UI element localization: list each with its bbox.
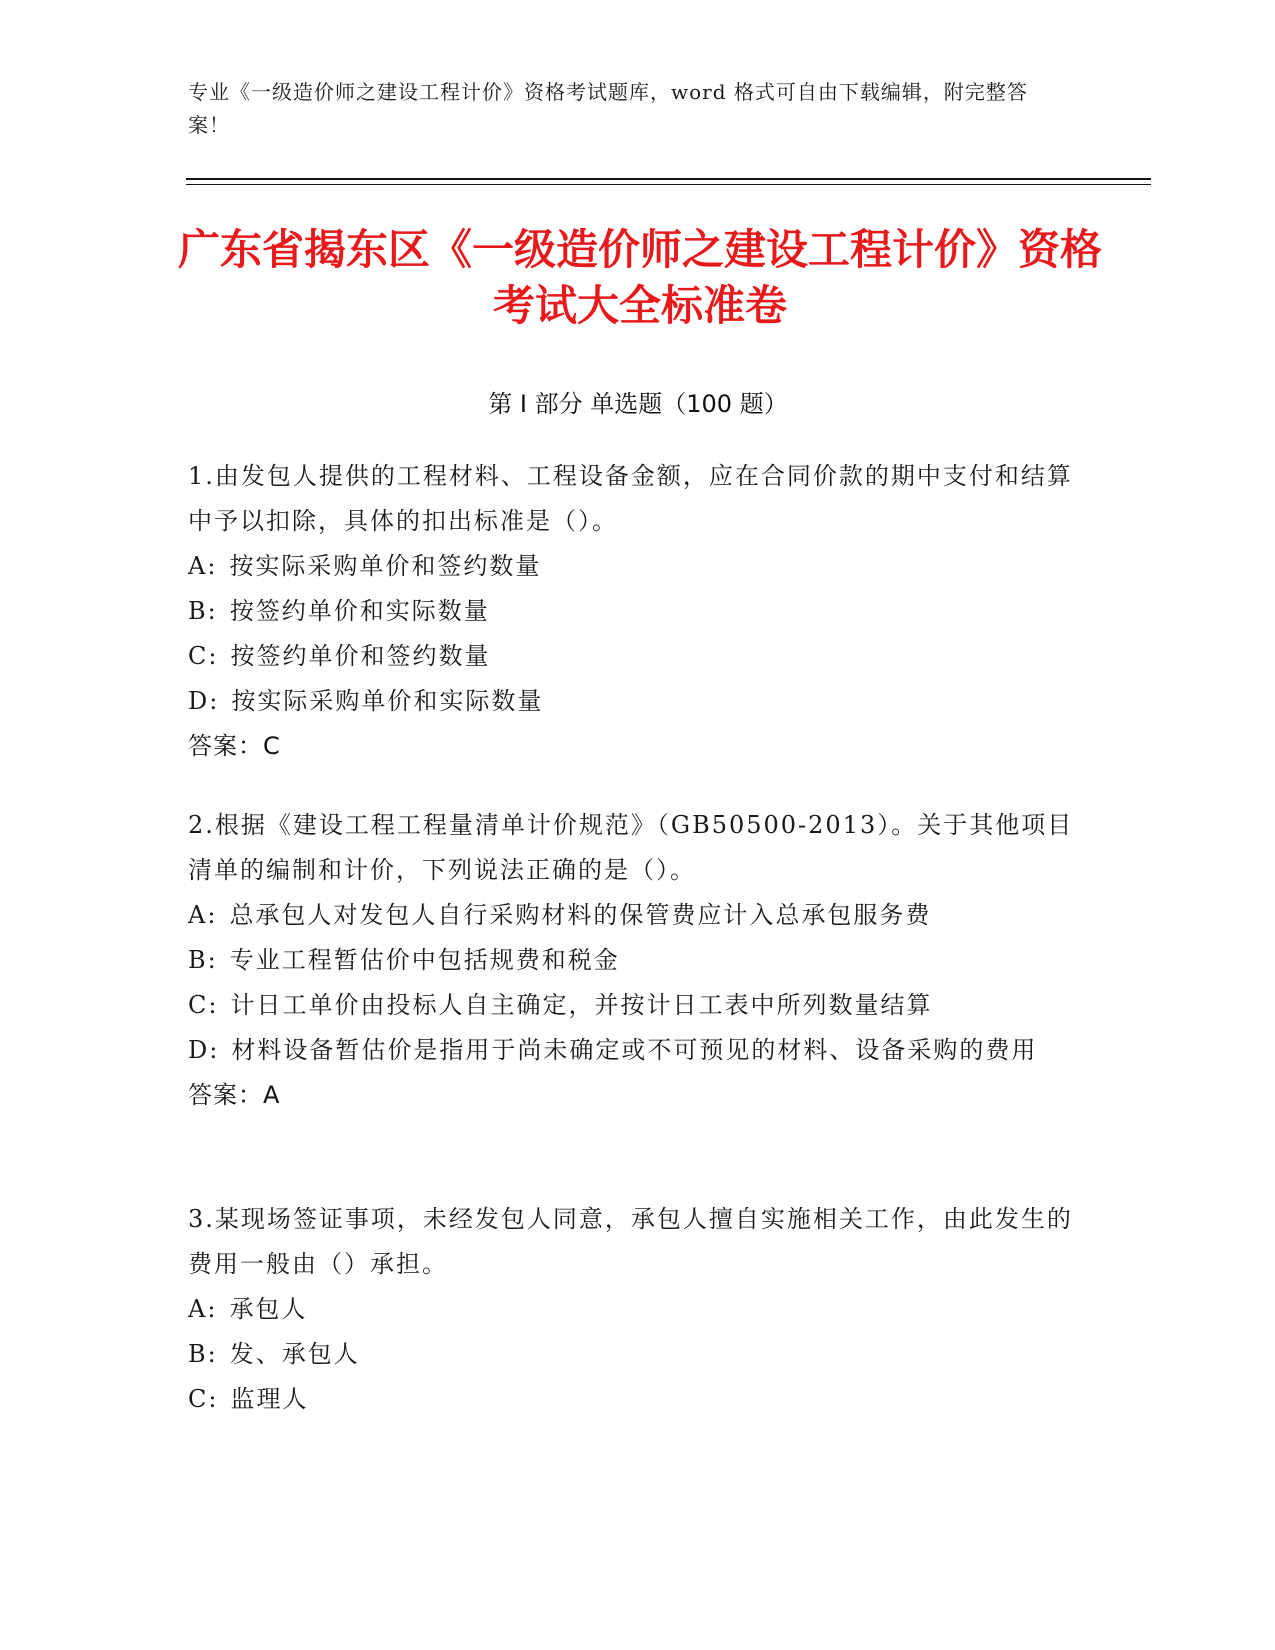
- header-note: 专业《一级造价师之建设工程计价》资格考试题库，word 格式可自由下载编辑，附完整答案！: [188, 80, 1028, 137]
- option-text: 按签约单价和实际数量: [229, 597, 490, 625]
- option-key: D: [188, 1036, 210, 1064]
- answer-value: C: [263, 732, 281, 760]
- question-2: [188, 803, 1078, 1118]
- answer-label: 答案：: [188, 732, 263, 760]
- option-key: C: [188, 991, 209, 1019]
- answer-label: 答案：: [188, 1081, 263, 1109]
- option-text: 承包人: [229, 1295, 308, 1323]
- option-d: D: 按实际采购单价和实际数量: [188, 687, 544, 715]
- option-key: A: [188, 552, 208, 580]
- option-a: A: 按实际采购单价和签约数量: [188, 552, 542, 580]
- option-b: B: 专业工程暂估价中包括规费和税金: [188, 946, 620, 974]
- answer-line: [188, 1073, 1078, 1118]
- header-rule-thick: [186, 178, 1151, 180]
- option-text: 发、承包人: [229, 1340, 360, 1368]
- option-text: 专业工程暂估价中包括规费和税金: [229, 946, 620, 974]
- option-text: 按签约单价和签约数量: [230, 642, 491, 670]
- question-3: [188, 1197, 1078, 1422]
- option-b: B: 发、承包人: [188, 1340, 360, 1368]
- option-key: B: [188, 1340, 208, 1368]
- option-text: 计日工单价由投标人自主确定，并按计日工表中所列数量结算: [230, 991, 933, 1019]
- option-c: C: 按签约单价和签约数量: [188, 642, 491, 670]
- option-text: 按实际采购单价和实际数量: [231, 687, 544, 715]
- header-rule-thin: [186, 184, 1151, 185]
- option-key: A: [188, 901, 208, 929]
- option-key: A: [188, 1295, 208, 1323]
- option-key: D: [188, 687, 210, 715]
- option-key: C: [188, 1385, 209, 1413]
- question-1: [188, 454, 1078, 769]
- section-title: 第 I 部分 单选题（100 题）: [488, 390, 788, 418]
- option-text: 总承包人对发包人自行采购材料的保管费应计入总承包服务费: [229, 901, 932, 929]
- option-text: 材料设备暂估价是指用于尚未确定或不可预见的材料、设备采购的费用: [231, 1036, 1038, 1064]
- answer-value: A: [263, 1081, 281, 1109]
- option-d: D: 材料设备暂估价是指用于尚未确定或不可预见的材料、设备采购的费用: [188, 1036, 1038, 1064]
- option-c: C: 计日工单价由投标人自主确定，并按计日工表中所列数量结算: [188, 991, 933, 1019]
- option-key: C: [188, 642, 209, 670]
- option-key: B: [188, 597, 208, 625]
- question-stem: 1.由发包人提供的工程材料、工程设备金额，应在合同价款的期中支付和结算中予以扣除，具体的扣出标准是（）。: [188, 462, 1073, 535]
- answer-line: [188, 724, 1078, 769]
- question-stem: 2.根据《建设工程工程量清单计价规范》（GB50500-2013）。关于其他项目清单的编制和计价，下列说法正确的是（）。: [188, 811, 1074, 884]
- question-stem: 3.某现场签证事项，未经发包人同意，承包人擅自实施相关工作，由此发生的费用一般由（）承担。: [188, 1205, 1073, 1278]
- option-c: C: 监理人: [188, 1385, 309, 1413]
- option-a: A: 总承包人对发包人自行采购材料的保管费应计入总承包服务费: [188, 901, 932, 929]
- option-a: A: 承包人: [188, 1295, 308, 1323]
- option-text: 监理人: [230, 1385, 309, 1413]
- option-key: B: [188, 946, 208, 974]
- document-title: 广东省揭东区《一级造价师之建设工程计价》资格考试大全标准卷: [177, 225, 1102, 330]
- option-text: 按实际采购单价和签约数量: [229, 552, 542, 580]
- option-b: B: 按签约单价和实际数量: [188, 597, 490, 625]
